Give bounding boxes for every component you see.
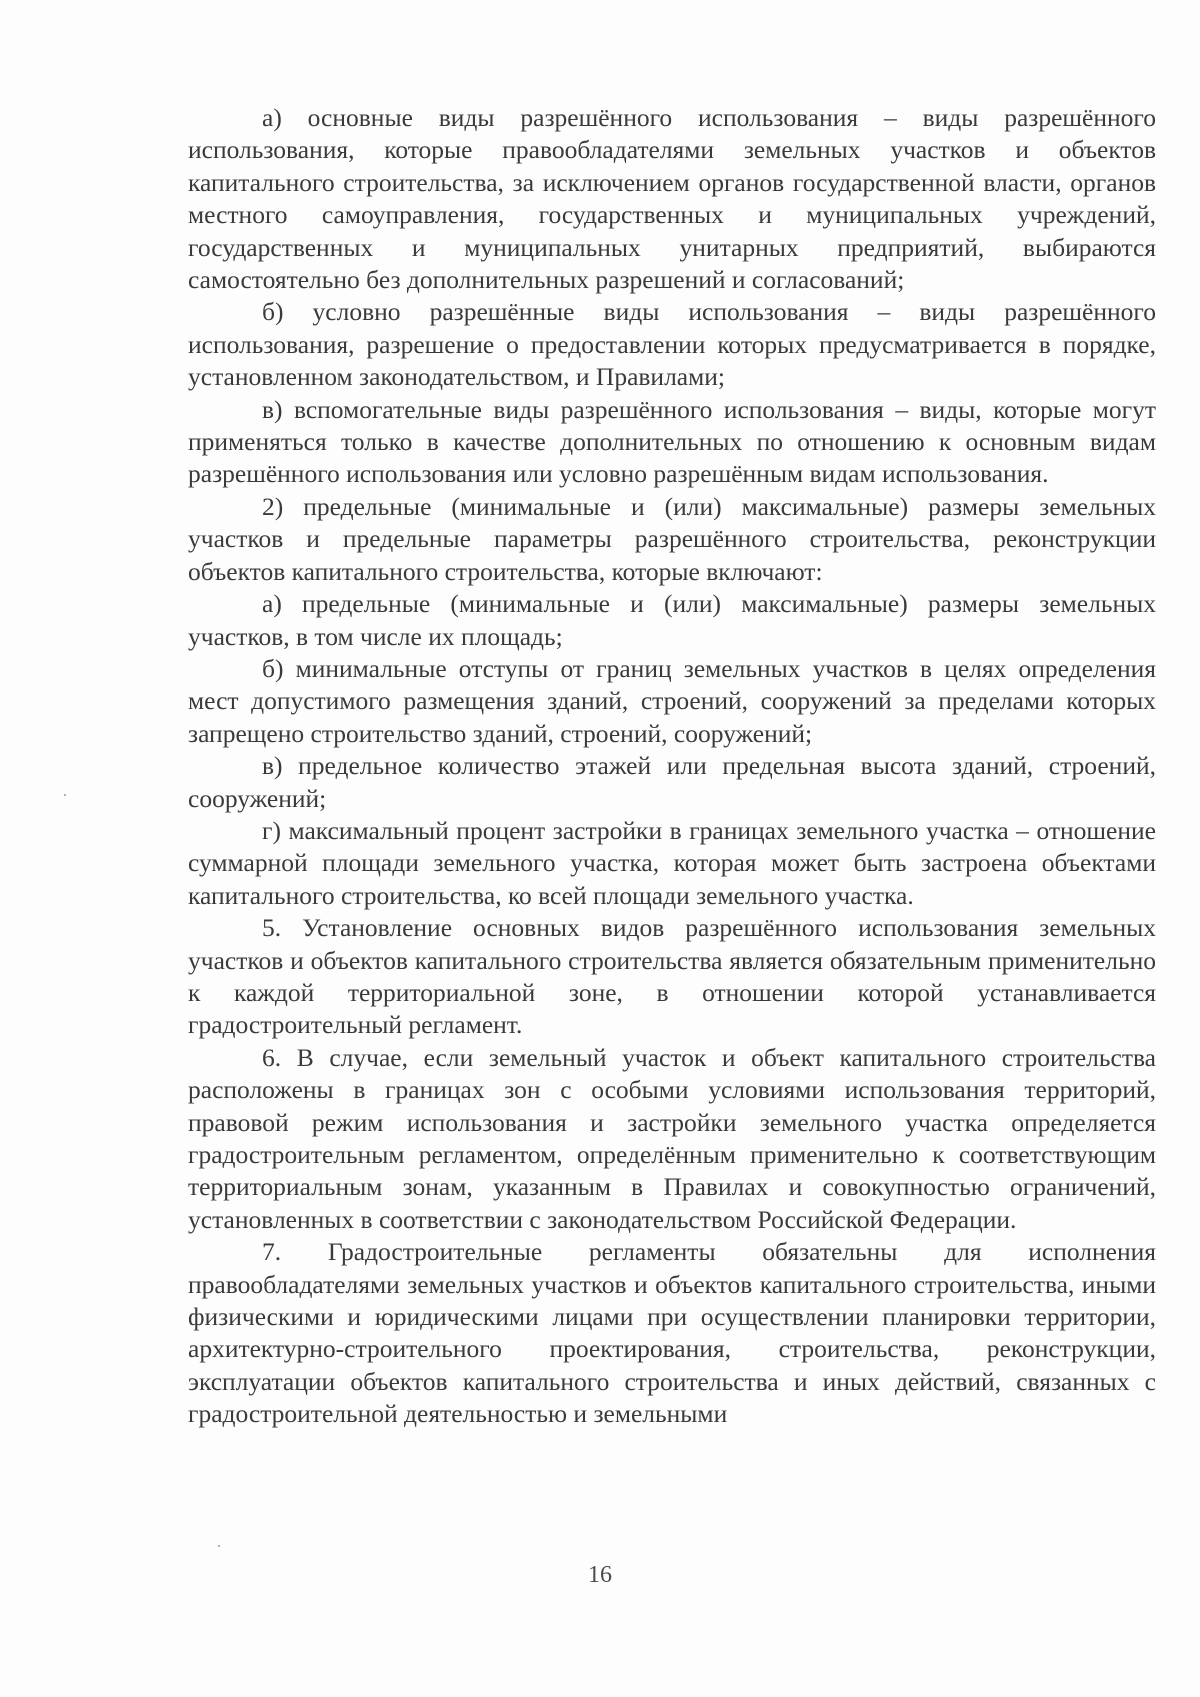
body-text <box>188 102 1156 1431</box>
paragraph-a-basic-uses: а) основные виды разрешённого использования – виды разрешённого использования, которые правообладателями земельных участков и объектов капитального строительства, за исключением органов государственной власти, органов местного самоуправления, государственных и муниципальных учреждений, государственных и муниципальных унитарных предприятий, выбираются самостоятельно без дополнительных разрешений и согласований; <box>188 103 1156 295</box>
scan-speck-bottom <box>218 1545 220 1547</box>
paragraph-a-plot-sizes: а) предельные (минимальные и (или) максимальные) размеры земельных участков, в том числе их площадь; <box>188 589 1156 651</box>
paragraph-7-regulations-mandatory: 7. Градостроительные регламенты обязательны для исполнения правообладателями земельных участков и объектов капитального строительства, иными физическими и юридическими лицами при осуществлении планировки территории, архитектурно-строительного проектирования, строительства, реконструкции, эксплуатации объектов капитального строительства и иных действий, связанных с градостроительной деятельностью и земельными <box>188 1237 1156 1429</box>
paragraph-v-floors-height: в) предельное количество этажей или предельная высота зданий, строений, сооружений; <box>188 751 1156 813</box>
paragraph-g-building-coverage: г) максимальный процент застройки в границах земельного участка – отношение суммарной площади земельного участка, которая может быть застроена объектами капитального строительства, ко всей площади земельного участка. <box>188 815 1156 910</box>
paragraph-v-auxiliary-uses: в) вспомогательные виды разрешённого использования – виды, которые могут применяться только в качестве дополнительных по отношению к основным видам разрешённого использования или условно разрешённым видам использования. <box>188 394 1156 489</box>
paragraph-6-special-zones: 6. В случае, если земельный участок и объект капитального строительства расположены в границах зон с особыми условиями использования территорий, правовой режим использования и застройки земельного участка определяется градостроительным регламентом, определённым применительно к соответствующим территориальным зонам, указанным в Правилах и совокупностью ограничений, установленных в соответствии с законодательством Российской Федерации. <box>188 1042 1156 1234</box>
paragraph-5-basic-uses-mandatory: 5. Установление основных видов разрешённого использования земельных участков и объектов капитального строительства является обязательным применительно к каждой территориальной зоне, в отношении которой устанавливается градостроительный регламент. <box>188 913 1156 1040</box>
paragraph-2-limit-parameters: 2) предельные (минимальные и (или) максимальные) размеры земельных участков и предельные параметры разрешённого строительства, реконструкции объектов капитального строительства, которые включают: <box>188 491 1156 586</box>
paragraph-b-conditional-uses: б) условно разрешённые виды использования – виды разрешённого использования, разрешение о предоставлении которых предусматривается в порядке, установленном законодательством, и Правилами; <box>188 297 1156 392</box>
page-number: 16 <box>588 1562 612 1588</box>
paragraph-b-minimum-setbacks: б) минимальные отступы от границ земельных участков в целях определения мест допустимого размещения зданий, строений, сооружений за пределами которых запрещено строительство зданий, строений, сооружений; <box>188 653 1156 748</box>
scan-speck-left <box>64 794 66 796</box>
